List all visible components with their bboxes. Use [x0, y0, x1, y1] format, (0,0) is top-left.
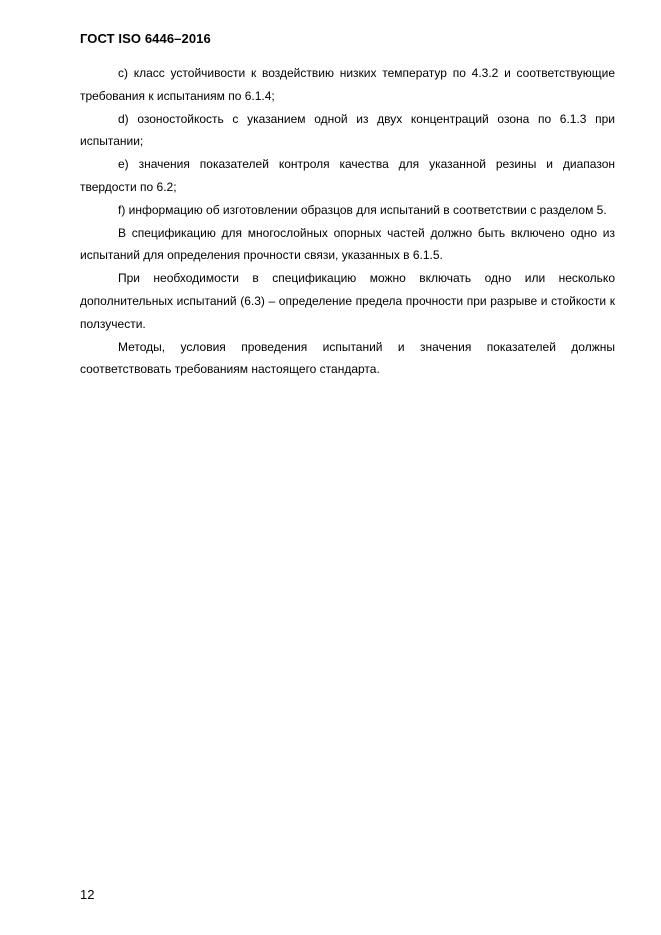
document-header-title: ГОСТ ISO 6446–2016 — [80, 31, 211, 46]
page-number: 12 — [80, 887, 95, 902]
paragraph-methods: Методы, условия проведения испытаний и значения показателей должны соответствовать требованиям настоящего стандарта. — [80, 339, 615, 377]
paragraph-item-d: d) озоностойкость с указанием одной из двух концентраций озона по 6.1.3 при испытании; — [80, 111, 615, 149]
paragraph-bond-strength: В спецификацию для многослойных опорных частей должно быть включено одно из испытаний для определения прочности связи, указанных в 6.1.5. — [80, 225, 615, 263]
paragraph-item-e: е) значения показателей контроля качества для указанной резины и диапазон твердости по 6.2; — [80, 157, 615, 194]
paragraph-item-c: с) класс устойчивости к воздействию низких температур по 4.3.2 и соответствующие требования к испытаниям по 6.1.4; — [80, 66, 615, 103]
document-body — [80, 62, 615, 381]
paragraph-item-f: f) информацию об изготовлении образцов для испытаний в соответствии с разделом 5. — [118, 202, 607, 217]
paragraph-additional-tests: При необходимости в спецификацию можно включать одно или несколько дополнительных испытаний (6.3) – определение предела прочности при разрыве и стойкости к ползучести. — [80, 271, 615, 331]
